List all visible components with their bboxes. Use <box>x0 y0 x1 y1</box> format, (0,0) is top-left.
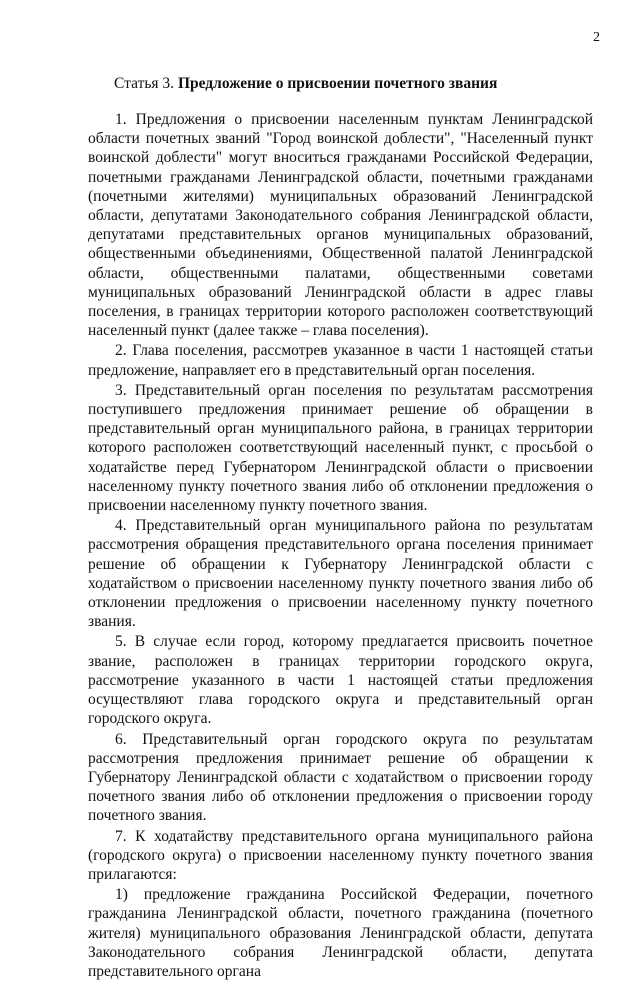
article-body <box>88 110 593 981</box>
article-title: Предложение о присвоении почетного звания <box>177 75 498 92</box>
article-label: Статья 3. <box>114 75 175 92</box>
paragraph-5: 5. В случае если город, которому предлагается присвоить почетное звание, расположен в границах территории городского округа, рассмотрение указанного в части 1 настоящей статьи предложения осуществляют глава городского округа и представительный орган городского округа. <box>88 633 593 728</box>
page-number: 2 <box>593 30 600 45</box>
article-heading <box>114 74 594 94</box>
paragraph-2: 2. Глава поселения, рассмотрев указанное в части 1 настоящей статьи предложение, направляет его в представительный орган поселения. <box>88 342 593 379</box>
paragraph-7-item-1: 1) предложение гражданина Российской Федерации, почетного гражданина Ленинградской области, почетного гражданина (почетного жителя) муниципального образования Ленинградской области, депутата Законодательного собрания Ленинградской области, депутата представительного органа <box>88 886 593 980</box>
paragraph-4: 4. Представительный орган муниципального района по результатам рассмотрения обращения представительного органа поселения принимает решение об обращении к Губернатору Ленинградской области с ходатайством о присвоении населенному пункту почетного звания либо об отклонении предложения о присвоении населенному пункту почетного звания. <box>88 517 593 631</box>
paragraph-7: 7. К ходатайству представительного органа муниципального района (городского округа) о присвоении населенному пункту почетного звания прилагаются: <box>88 827 593 883</box>
paragraph-3: 3. Представительный орган поселения по результатам рассмотрения поступившего предложения принимает решение об обращении в представительный орган муниципального района, в границах территории которого расположен соответствующий населенный пункт, с просьбой о ходатайстве перед Губернатором Ленинградской области о присвоении населенному пункту почетного звания либо об отклонении предложения о присвоении населенному пункту почетного звания. <box>88 381 593 515</box>
paragraph-6: 6. Представительный орган городского округа по результатам рассмотрения предложения принимает решение об обращении к Губернатору Ленинградской области с ходатайством о присвоении городу почетного звания либо об отклонении предложения о присвоении городу почетного звания. <box>88 730 593 825</box>
paragraph-1: 1. Предложения о присвоении населенным пунктам Ленинградской области почетных званий "Город воинской доблести", "Населенный пункт воинской доблести" могут вноситься гражданами Российской Федерации, почетными гражданами Ленинградской области, почетными гражданами (почетными жителями) муниципальных образований Ленинградской области, депутатами Законодательного собрания Ленинградской области, депутатами представительных органов муниципальных образований, общественными объединениями, Общественной палатой Ленинградской области, общественными палатами, общественными советами муниципальных образований Ленинградской области в адрес главы поселения, в границах территории которого расположен соответствующий населенный пункт (далее также – глава поселения). <box>88 111 593 340</box>
